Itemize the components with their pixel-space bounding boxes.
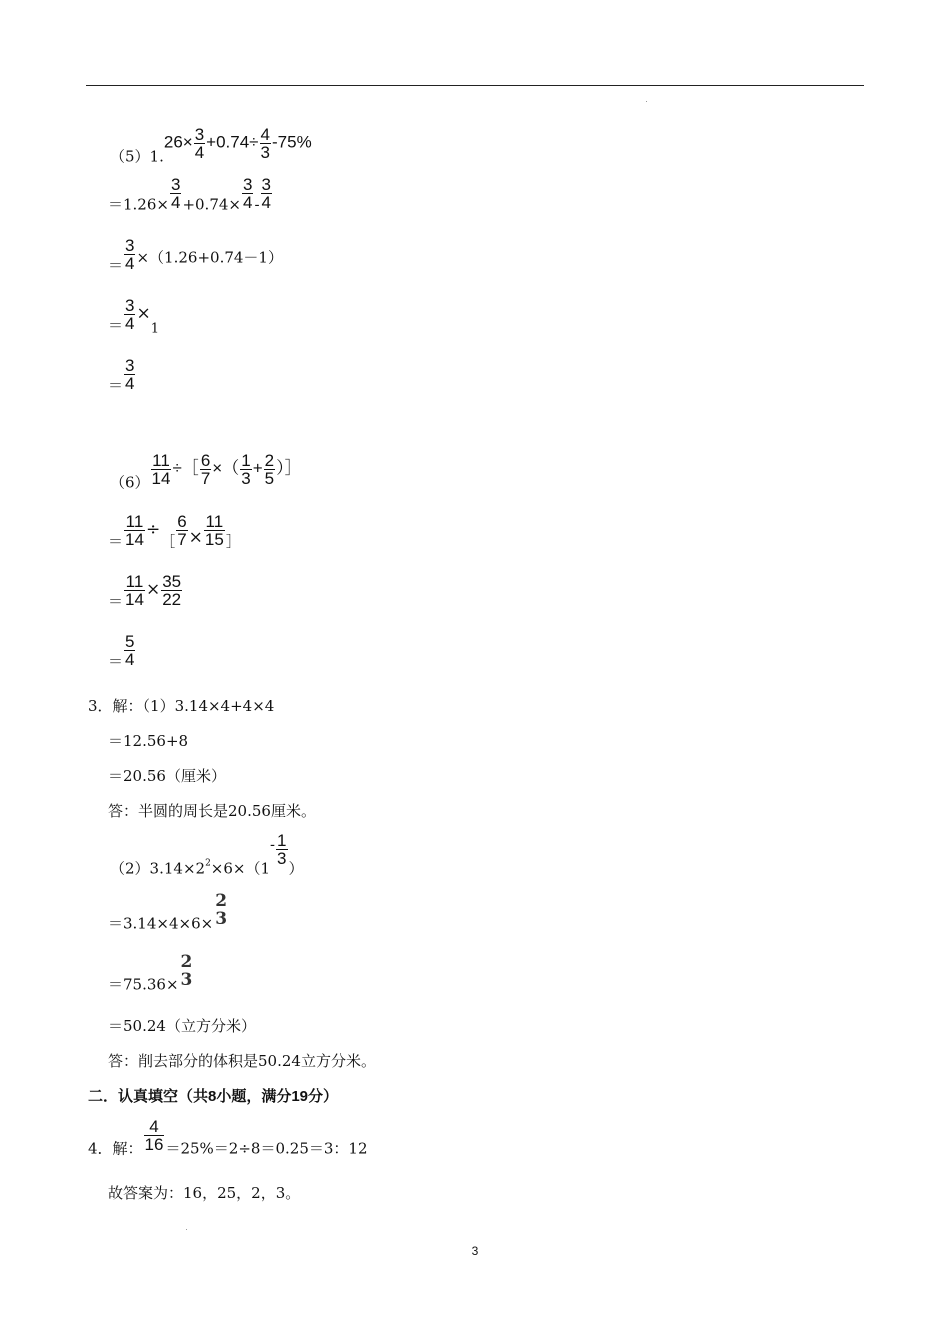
- fraction: $\frac{3}{4}$: [170, 175, 181, 212]
- q3-line3: ＝20.56（厘米）: [108, 767, 226, 785]
- fraction: $\frac{3}{4}$: [125, 296, 135, 333]
- fraction: $\frac{1}{3}$: [277, 831, 287, 868]
- p6-line2: ＝ $\frac{11}{14}$ ÷［ $\frac{6}{7}$ × $\frac{11}{15}$ ］: [108, 512, 241, 551]
- q3-line5: $(2)3.14\times 2^2\times 6\times(1-$ $\frac{1}{3}$ ）: [110, 831, 304, 878]
- q4-line1: 4．解： $\frac{4}{16}$ ＝25%＝2÷8＝0.25＝3：12: [88, 1117, 368, 1158]
- p5-line4: ＝ $\frac{3}{4}$ ×1: [108, 296, 160, 337]
- q3-line7: ＝75.36× $\frac{2}{3}$: [108, 952, 193, 994]
- q3-line1: 3．解：（1）3.14×4+4×4: [88, 697, 275, 715]
- p5-line2: ＝1.26× $\frac{3}{4}$ +0.74× $\frac{3}{4}$ - $\frac{3}{4}$: [108, 175, 271, 214]
- q3-answer2: 答：削去部分的体积是50.24立方分米。: [108, 1052, 376, 1070]
- q3-line2: ＝12.56+8: [108, 732, 189, 750]
- fraction: $\frac{35}{22}$: [162, 572, 182, 609]
- page-number: 3: [471, 1244, 479, 1258]
- fraction: $\frac{5}{4}$: [125, 632, 135, 669]
- fraction: $\frac{11}{14}$: [125, 572, 144, 609]
- p6-label: （6）: [110, 473, 150, 492]
- fraction: $\frac{1}{3}$: [241, 451, 251, 488]
- p6-line4: ＝ $\frac{5}{4}$: [108, 632, 135, 671]
- fraction: $\frac{11}{14}$: [125, 512, 144, 549]
- q4-answer: 故答案为：16，25，2，3。: [108, 1184, 301, 1202]
- fraction: $\frac{2}{3}$: [215, 891, 228, 929]
- header-rule: [86, 85, 864, 86]
- fraction: $\frac{4}{3}$: [260, 125, 270, 162]
- q3-answer1: 答：半圆的周长是20.56厘米。: [108, 802, 316, 820]
- speck: [186, 1229, 187, 1230]
- q3-line8: ＝50.24（立方分米）: [108, 1017, 256, 1035]
- fraction: $\frac{11}{15}$: [204, 512, 224, 549]
- p6-line3: ＝ $\frac{11}{14}$ × $\frac{35}{22}$: [108, 572, 182, 611]
- section-heading: 二．认真填空（共8小题，满分19分）: [88, 1088, 339, 1105]
- fraction: $\frac{11}{14}$: [151, 451, 171, 488]
- fraction: $\frac{3}{4}$: [125, 356, 135, 393]
- q3-line6: ＝3.14×4×6× $\frac{2}{3}$: [108, 891, 228, 933]
- p5-line5: ＝ $\frac{3}{4}$: [108, 356, 135, 395]
- fraction: $\frac{6}{7}$: [177, 512, 187, 549]
- speck: [646, 101, 647, 102]
- p6-line1: （6） $\frac{11}{14}$ ÷［ $\frac{6}{7}$ ×（ $\frac{1}{3}$ + $\frac{2}{5}$ ）］: [110, 451, 302, 492]
- p5-line3: ＝ $\frac{3}{4}$ ×（1.26+0.74－1）: [108, 236, 283, 275]
- fraction: $\frac{3}{4}$: [194, 125, 205, 162]
- fraction: $\frac{3}{4}$: [261, 175, 271, 212]
- fraction: $\frac{3}{4}$: [242, 175, 253, 212]
- fraction: $\frac{4}{16}$: [144, 1117, 164, 1154]
- fraction: $\frac{2}{5}$: [264, 451, 275, 488]
- p5-line1: （5）1.26× $\frac{3}{4}$ +0.74÷ $\frac{4}{3}$ -75%: [110, 125, 312, 166]
- fraction: $\frac{2}{3}$: [180, 952, 193, 990]
- fraction: $\frac{3}{4}$: [125, 236, 135, 273]
- p5-label: （5）1.: [110, 147, 164, 166]
- fraction: $\frac{6}{7}$: [200, 451, 211, 488]
